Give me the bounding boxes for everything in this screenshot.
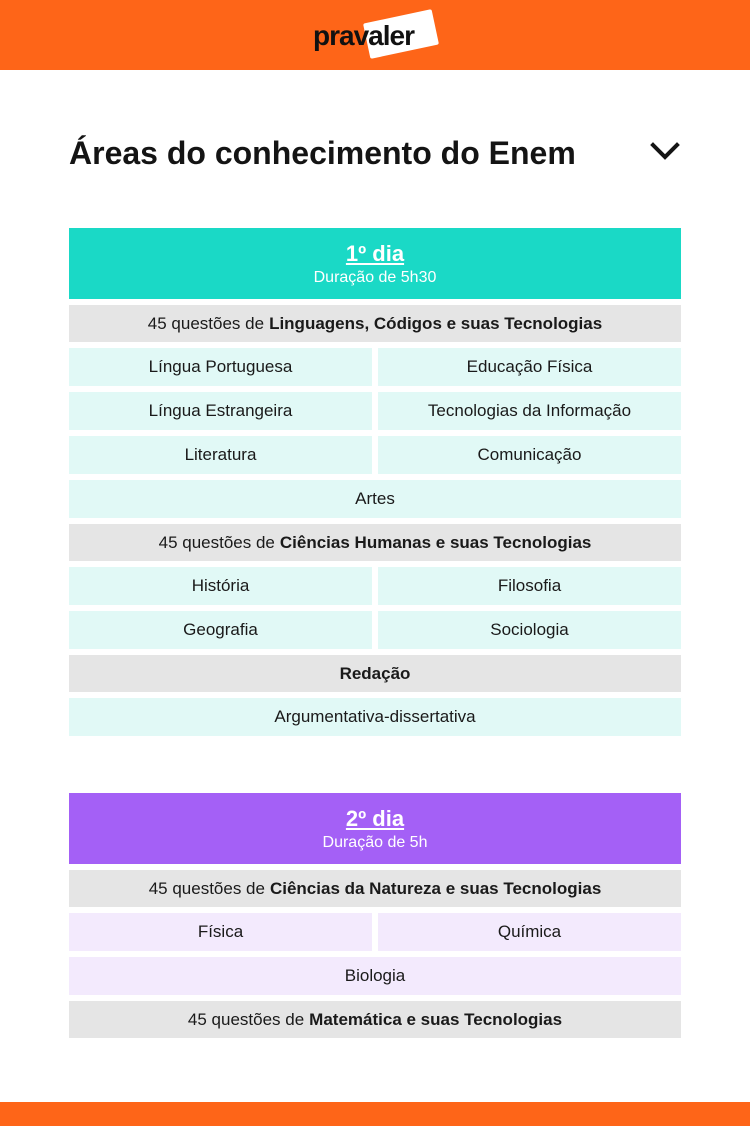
header-bar (0, 0, 750, 70)
subject-cell: Literatura (69, 436, 372, 474)
subject-cell: Sociologia (378, 611, 681, 649)
section-header-matematica (69, 1001, 681, 1038)
day-duration: Duração de 5h30 (313, 269, 437, 286)
subject-cell: Comunicação (378, 436, 681, 474)
page-title: Áreas do conhecimento do Enem (69, 135, 576, 171)
section-row (69, 870, 681, 907)
subject-cell: História (69, 567, 372, 605)
day-duration: Duração de 5h (322, 834, 428, 851)
subject-row (69, 611, 681, 649)
section-row (69, 524, 681, 561)
section-area: Ciências da Natureza e suas Tecnologias (269, 878, 602, 898)
subject-cell: Educação Física (378, 348, 681, 386)
subject-cell: Língua Estrangeira (69, 392, 372, 430)
subject-row (69, 348, 681, 386)
section-area: Redação (339, 663, 411, 683)
day-label[interactable]: 1º dia (345, 241, 405, 266)
section-prefix: 45 questões de (147, 313, 265, 333)
section-area: Linguagens, Códigos e suas Tecnologias (269, 313, 603, 333)
section-prefix: 45 questões de (187, 1009, 305, 1029)
subject-cell: Filosofia (378, 567, 681, 605)
subject-cell: Argumentativa-dissertativa (69, 698, 681, 736)
subject-cell: Química (378, 913, 681, 951)
logo-text: pravaler (313, 20, 414, 51)
day-2-card (69, 793, 681, 1038)
subject-cell: Biologia (69, 957, 681, 995)
section-header-redacao (69, 655, 681, 692)
subject-row (69, 567, 681, 605)
day-2-header (69, 793, 681, 864)
day-label[interactable]: 2º dia (345, 806, 405, 831)
section-prefix: 45 questões de (148, 878, 265, 898)
subject-cell: Física (69, 913, 372, 951)
section-area: Matemática e suas Tecnologias (309, 1009, 563, 1029)
section-header-natureza (69, 870, 681, 907)
footer-bar (0, 1102, 750, 1126)
subject-row (69, 957, 681, 995)
pravaler-logo[interactable] (312, 14, 438, 58)
section-row (69, 655, 681, 692)
subject-cell: Tecnologias da Informação (378, 392, 681, 430)
subject-row (69, 698, 681, 736)
chevron-down-icon[interactable] (649, 138, 681, 166)
subject-row (69, 480, 681, 518)
subject-row (69, 436, 681, 474)
subject-row (69, 913, 681, 951)
subject-cell: Geografia (69, 611, 372, 649)
subject-cell: Artes (69, 480, 681, 518)
section-header-linguagens (69, 305, 681, 342)
day-1-card (69, 228, 681, 736)
section-row (69, 1001, 681, 1038)
section-header-humanas (69, 524, 681, 561)
section-row (69, 305, 681, 342)
day-1-header (69, 228, 681, 299)
section-prefix: 45 questões de (158, 532, 275, 552)
subject-row (69, 392, 681, 430)
section-area: Ciências Humanas e suas Tecnologias (279, 532, 592, 552)
subject-cell: Língua Portuguesa (69, 348, 372, 386)
